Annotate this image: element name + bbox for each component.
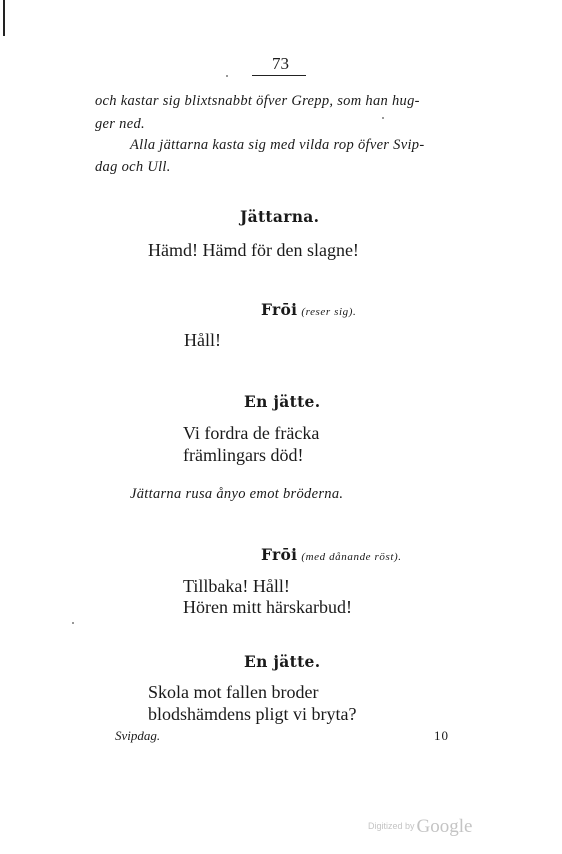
stage-direction-line-4: dag och Ull.	[95, 159, 171, 175]
verse-line-skola: Skola mot fallen broder	[148, 682, 319, 702]
verse-line-framlingars: främlingars död!	[183, 445, 304, 465]
speaker-froi-1-name: Frōi	[261, 300, 298, 319]
verse-line-hall: Håll!	[184, 330, 221, 350]
stage-direction-line-3: Alla jättarna kasta sig med vilda rop öfver Svip-	[130, 137, 425, 153]
speaker-en-jatte-1: En jätte.	[244, 392, 321, 411]
page-number: 73	[272, 54, 289, 73]
verse-line-blodshamdens: blodshämdens pligt vi bryta?	[148, 704, 357, 724]
verse-line-horen: Hören mitt härskarbud!	[183, 597, 352, 617]
stage-direction-line-1: och kastar sig blixtsnabbt öfver Grepp, som han hug-	[95, 93, 420, 109]
verse-line-vi-fordra: Vi fordra de fräcka	[183, 423, 320, 443]
watermark-prefix: Digitized by	[368, 821, 415, 831]
signature-mark: Svipdag.	[115, 728, 161, 743]
speaker-froi-2-name: Frōi	[261, 545, 298, 564]
speaker-en-jatte-2: En jätte.	[244, 652, 321, 671]
paper-speck	[382, 117, 384, 119]
speaker-froi-1-stage: (reser sig).	[301, 306, 357, 318]
verse-line-tillbaka: Tillbaka! Håll!	[183, 576, 290, 596]
speaker-froi-2	[261, 545, 402, 564]
speaker-froi-1	[261, 300, 356, 319]
stage-direction-line-2: ger ned.	[95, 116, 145, 132]
page-number-rule	[252, 75, 306, 76]
speaker-froi-2-stage: (med dånande röst).	[301, 551, 402, 563]
digitized-watermark	[368, 816, 472, 838]
stage-direction-rusa: Jättarna rusa ånyo emot bröderna.	[130, 486, 344, 502]
google-logo: Google	[416, 816, 473, 837]
paper-speck	[72, 622, 74, 624]
paper-speck	[226, 75, 228, 77]
page-edge-mark	[3, 0, 5, 36]
verse-line-hamd: Hämd! Hämd för den slagne!	[148, 240, 359, 260]
speaker-jattarna: Jättarna.	[240, 207, 320, 226]
sheet-number: 10	[434, 728, 449, 743]
